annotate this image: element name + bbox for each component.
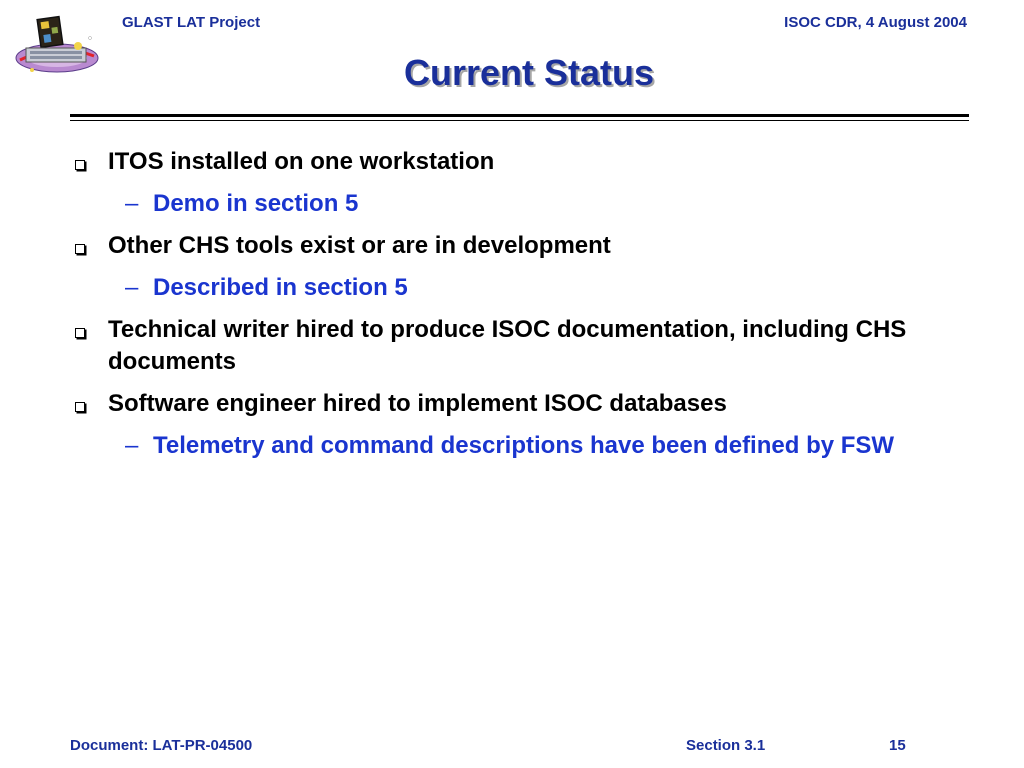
sub-bullet-text: Demo in section 5 bbox=[153, 190, 359, 217]
sub-bullet-item bbox=[70, 272, 980, 304]
title-rule-thin bbox=[70, 120, 969, 121]
checkbox-bullet-icon bbox=[75, 160, 85, 170]
bullet-item bbox=[70, 230, 980, 262]
dash-bullet-icon: – bbox=[125, 190, 139, 217]
header-event: ISOC CDR, 4 August 2004 bbox=[784, 14, 967, 31]
header-project: GLAST LAT Project bbox=[122, 14, 261, 31]
dash-bullet-icon: – bbox=[125, 274, 139, 301]
bullet-text: Software engineer hired to implement ISOC databases bbox=[108, 390, 727, 417]
dash-bullet-icon: – bbox=[125, 432, 139, 459]
bullet-text: Technical writer hired to produce ISOC documentation, including CHS documents bbox=[108, 316, 907, 375]
sub-bullet-text: Described in section 5 bbox=[153, 274, 408, 301]
bullet-list bbox=[70, 146, 980, 472]
footer-section: Section 3.1 bbox=[686, 737, 766, 754]
bullet-text: Other CHS tools exist or are in development bbox=[108, 232, 611, 259]
checkbox-bullet-icon bbox=[75, 328, 85, 338]
title-rule-thick bbox=[70, 114, 969, 117]
bullet-item bbox=[70, 388, 980, 420]
bullet-item bbox=[70, 314, 980, 378]
checkbox-bullet-icon bbox=[75, 402, 85, 412]
slide-title: Current Status bbox=[403, 52, 655, 93]
footer-document-id: Document: LAT-PR-04500 bbox=[70, 737, 253, 754]
bullet-text: ITOS installed on one workstation bbox=[108, 148, 495, 175]
sub-bullet-item bbox=[70, 188, 980, 220]
bullet-item bbox=[70, 146, 980, 178]
sub-bullet-text: Telemetry and command descriptions have been defined by FSW bbox=[153, 432, 895, 459]
checkbox-bullet-icon bbox=[75, 244, 85, 254]
sub-bullet-item bbox=[70, 430, 980, 462]
footer-page-number: 15 bbox=[889, 737, 906, 754]
